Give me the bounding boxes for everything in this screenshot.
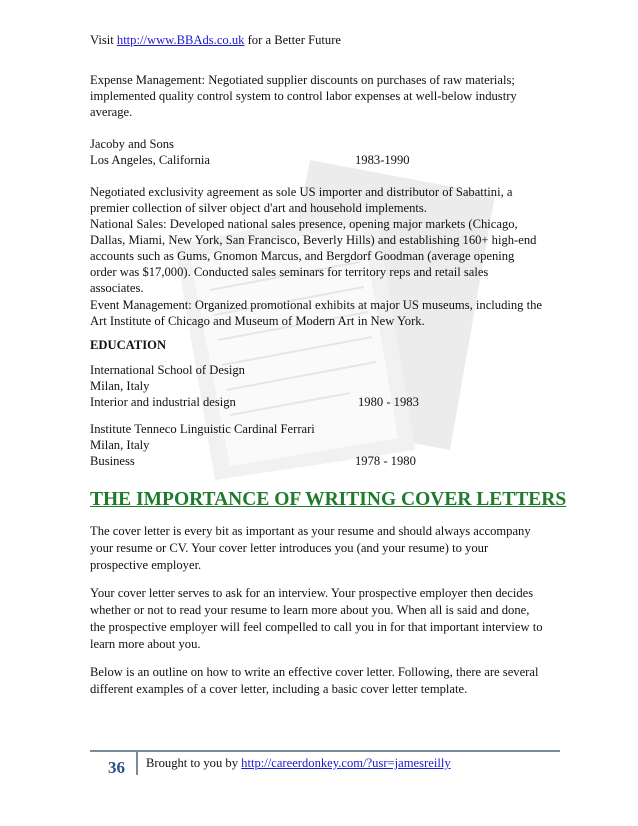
national-sales-line-4: order was $17,000). Conducted sales seminars for territory reps and retail sales [90, 265, 489, 279]
negotiated-line-2: premier collection of silver object d'art and household implements. [90, 201, 427, 215]
expense-line-1: Expense Management: Negotiated supplier discounts on purchases of raw materials; [90, 73, 515, 87]
school1-name: International School of Design [90, 363, 245, 377]
serves-line-2: whether or not to read your resume to learn more about you. When all is said and done, [90, 603, 530, 617]
serves-line-3: the prospective employer will feel compelled to call you in for that important interview to [90, 620, 543, 634]
section-heading: THE IMPORTANCE OF WRITING COVER LETTERS [90, 489, 567, 510]
school2-name: Institute Tenneco Linguistic Cardinal Ferrari [90, 422, 315, 436]
national-sales-line-5: associates. [90, 281, 144, 295]
footer-prefix: Brought to you by [146, 756, 242, 770]
cover-line-1: The cover letter is every bit as important as your resume and should always accompany [90, 524, 531, 538]
serves-line-4: learn more about you. [90, 637, 201, 651]
jacoby-name: Jacoby and Sons [90, 137, 174, 151]
school1-field-row [90, 394, 560, 410]
jacoby-years: 1983-1990 [355, 153, 410, 167]
national-sales-line-2: Dallas, Miami, New York, San Francisco, Beverly Hills) and establishing 160+ high-end [90, 233, 537, 247]
cover-line-2: your resume or CV. Your cover letter introduces you (and your resume) to your [90, 541, 489, 555]
page-footer [90, 748, 560, 788]
expense-line-3: average. [90, 105, 133, 119]
school1-years: 1980 - 1983 [358, 395, 419, 409]
negotiated-line-1: Negotiated exclusivity agreement as sole US importer and distributor of Sabattini, a [90, 185, 513, 199]
jacoby-location: Los Angeles, California [90, 153, 210, 167]
header-suffix: for a Better Future [244, 33, 341, 47]
school2-location: Milan, Italy [90, 438, 150, 452]
header-line [90, 32, 341, 48]
school1-location: Milan, Italy [90, 379, 150, 393]
header-link[interactable]: http://www.BBAds.co.uk [116, 33, 245, 47]
education-heading: EDUCATION [90, 338, 167, 352]
cover-line-3: prospective employer. [90, 558, 202, 572]
page-number: 36 [108, 758, 125, 777]
footer-text [146, 756, 451, 771]
school2-years: 1978 - 1980 [355, 454, 416, 468]
header-prefix: Visit [90, 33, 117, 47]
school1-field: Interior and industrial design [90, 395, 236, 409]
jacoby-location-row [90, 152, 560, 168]
school2-field-row [90, 453, 560, 469]
national-sales-line-3: accounts such as Gums, Gnomon Marcus, and Bergdorf Goodman (average opening [90, 249, 515, 263]
footer-divider [136, 751, 138, 775]
national-sales-line-1: National Sales: Developed national sales presence, opening major markets (Chicago, [90, 217, 518, 231]
footer-rule [90, 750, 560, 752]
event-line-2: Art Institute of Chicago and Museum of Modern Art in New York. [90, 314, 425, 328]
school2-field: Business [90, 454, 135, 468]
event-line-1: Event Management: Organized promotional exhibits at major US museums, including the [90, 298, 543, 312]
serves-line-1: Your cover letter serves to ask for an interview. Your prospective employer then decides [90, 586, 534, 600]
footer-link[interactable]: http://careerdonkey.com/?usr=jamesreilly [241, 756, 451, 770]
expense-line-2: implemented quality control system to control labor expenses at well-below industry [90, 89, 517, 103]
below-line-1: Below is an outline on how to write an effective cover letter. Following, there are several [90, 665, 539, 679]
below-line-2: different examples of a cover letter, including a basic cover letter template. [90, 682, 468, 696]
